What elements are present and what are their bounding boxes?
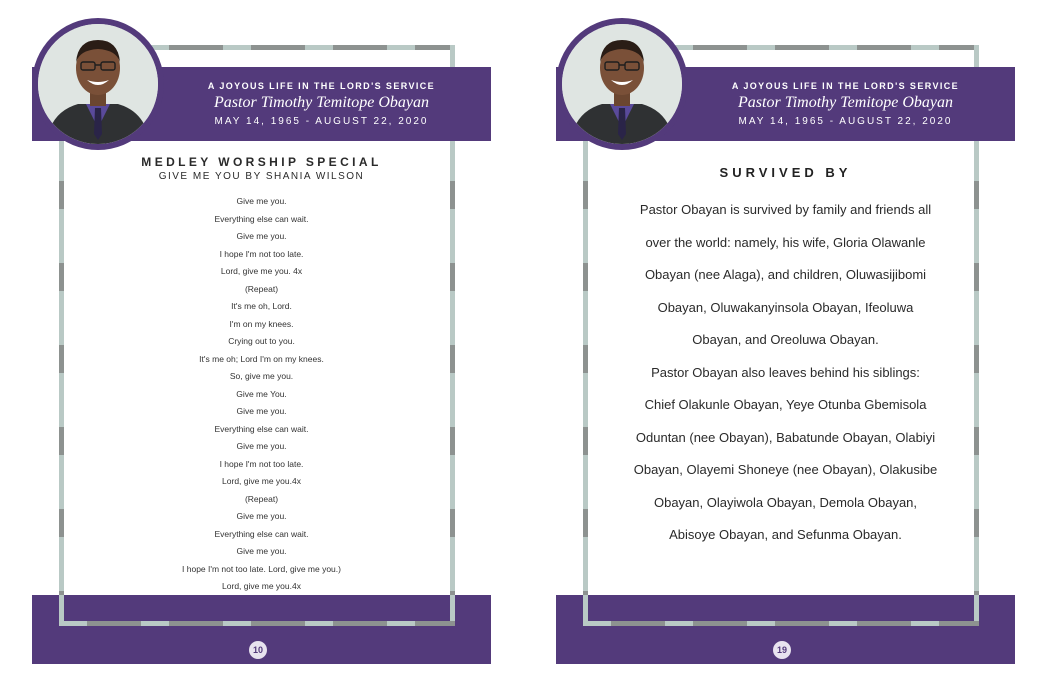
text-line: Obayan (nee Alaga), and children, Oluwasijibomi — [644, 267, 927, 282]
lyric-line: Give me you. — [236, 406, 287, 416]
lyric-line: Give me You. — [236, 388, 287, 399]
section-title: SURVIVED BY — [719, 165, 852, 180]
text-line: Obayan, and Oreoluwa Obayan. — [692, 332, 879, 347]
text-line: over the world: namely, his wife, Gloria Olawanle — [645, 234, 926, 250]
lyric-line: Give me you. — [236, 196, 287, 206]
lyric-line: I hope I'm not too late. — [219, 248, 304, 259]
portrait-frame — [32, 18, 164, 150]
text-line: Pastor Obayan is survived by family and friends all — [639, 202, 932, 217]
lyric-line: Give me you. — [236, 441, 287, 451]
text-line: Obayan, Olayemi Shoneye (nee Obayan), Olakusibe — [633, 462, 938, 477]
lyric-line: (Repeat) — [244, 283, 279, 294]
survivors-text — [616, 194, 955, 552]
footer-band — [556, 595, 1015, 664]
banner-dates: MAY 14, 1965 - AUGUST 22, 2020 — [738, 116, 953, 127]
lyric-line: Lord, give me you.4x — [222, 581, 301, 591]
lyric-line: Give me you. — [236, 231, 287, 241]
lyric-line: Lord, give me you. 4x — [220, 266, 303, 276]
lyric-line: Give me you. — [236, 511, 287, 521]
page-number-badge: 10 — [249, 641, 267, 659]
program-page-10 — [32, 18, 491, 664]
lyrics-list — [32, 193, 491, 596]
text-line: Oduntan (nee Obayan), Babatunde Obayan, Olabiyi — [635, 429, 936, 445]
text-line: Abisoye Obayan, and Sefunma Obayan. — [669, 527, 902, 542]
lyric-line: (Repeat) — [244, 493, 279, 504]
banner-tagline: A JOYOUS LIFE IN THE LORD'S SERVICE — [207, 81, 436, 91]
lyric-line: I hope I'm not too late. — [219, 458, 304, 469]
banner-tagline: A JOYOUS LIFE IN THE LORD'S SERVICE — [731, 81, 960, 91]
lyric-line: It's me oh, Lord. — [231, 301, 292, 311]
text-line: Pastor Obayan also leaves behind his siblings: — [651, 364, 920, 380]
portrait-photo — [562, 24, 682, 144]
lyric-line: Everything else can wait. — [214, 213, 309, 224]
lyric-line: So, give me you. — [229, 371, 294, 381]
lyric-line: Crying out to you. — [228, 336, 295, 346]
section-title: MEDLEY WORSHIP SPECIAL — [141, 155, 382, 169]
text-line: Obayan, Oluwakanyinsola Obayan, Ifeoluwa — [657, 299, 914, 315]
lyric-line: I'm on my knees. — [229, 318, 294, 329]
footer-band — [32, 595, 491, 664]
text-line: Chief Olakunle Obayan, Yeye Otunba Gbemisola — [644, 397, 927, 412]
banner-name: Pastor Timothy Temitope Obayan — [738, 94, 953, 111]
lyric-line: It's me oh; Lord I'm on my knees. — [199, 353, 324, 364]
song-subtitle: GIVE ME YOU BY SHANIA WILSON — [158, 171, 365, 182]
lyric-line: Everything else can wait. — [214, 423, 309, 434]
lyric-line: I hope I'm not too late. Lord, give me you.) — [182, 563, 341, 574]
song-heading — [32, 155, 491, 182]
banner-dates: MAY 14, 1965 - AUGUST 22, 2020 — [214, 116, 429, 127]
lyric-line: Everything else can wait. — [214, 528, 309, 539]
program-page-19 — [556, 18, 1015, 664]
lyric-line: Lord, give me you.4x — [222, 476, 301, 486]
lyric-line: Give me you. — [236, 546, 287, 556]
banner-name: Pastor Timothy Temitope Obayan — [214, 94, 429, 111]
portrait-photo — [38, 24, 158, 144]
text-line: Obayan, Olayiwola Obayan, Demola Obayan, — [653, 494, 918, 510]
portrait-frame — [556, 18, 688, 150]
page-number-badge: 19 — [773, 641, 791, 659]
